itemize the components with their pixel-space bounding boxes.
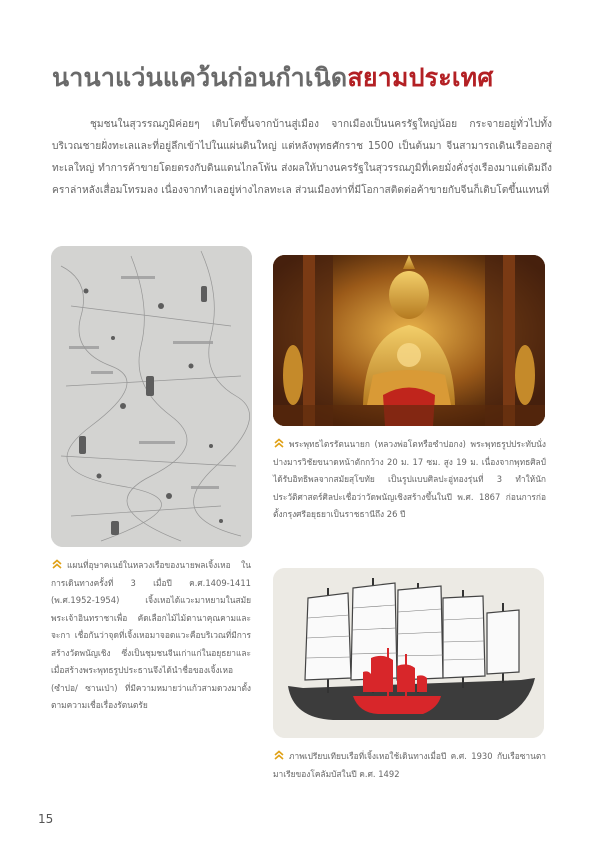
buddha-image: [273, 255, 545, 426]
caption-ship: [273, 748, 546, 783]
intro-text: ชุมชนในสุวรรณภูมิค่อยๆ เติบโตขึ้นจากบ้านสู่เมือง จากเมืองเป็นนครรัฐใหญ่น้อย กระจายอยู่ทั่วไปทั้งบริเวณชายฝั่งทะเลและที่อยู่ลึกเข้าไปในแผ่นดินใหญ่ แต่หลังพุทธศักราช 1500 เป็นต้นมา จีนสามารถเดินเรือออกสู่ทะเลใหญ่ ทำการค้าขายโดยตรงกับดินแดนไกลโพ้น ส่งผลให้บางนครรัฐในสุวรรณภูมิที่เคยมั่งคั่งรุ่งเรืองมาแต่เดิมถึงคราล่าหลังเสื่อมโทรมลง เนื่องจากทำเลอยู่ห่างไกลทะเล ส่วนเมืองท่าที่มีโอกาสติดต่อค้าขายกับจีนก็เติบโตขึ้นแทนที่: [52, 119, 552, 196]
title-main: นานาแว่นแคว้นก่อนกำเนิด: [52, 62, 348, 92]
intro-paragraph: [52, 114, 552, 202]
ship-image: [273, 568, 544, 738]
ship-photo: [273, 568, 544, 738]
double-chevron-up-icon: [51, 558, 63, 570]
map-image: [51, 246, 252, 547]
double-chevron-up-icon: [273, 749, 285, 761]
title-accent: สยามประเทศ: [347, 62, 494, 92]
caption-map-text: แผนที่อุษาคเนย์ในหลวงเรือของนายพลเจิ้งเหอ ในการเดินทางครั้งที่ 3 เมื่อปี ค.ศ.1409-1411 (พ.ศ.1952-1954) เจิ้งเหอได้แวะมาหยามในสมัยพระเจ้าอินทราชาเพื่อ คัดเลือกไม้ไม้ตานาคุณคามและจะกา เชื่อกันว่าจุดที่เจิ้งเหอมาจอดแวะคือบริเวณที่มีการสร้างวัดพนัญเชิง ซึ่งเป็นชุมชนจีนเก่าแก่ในอยุธยาและเมื่อสร้างพระพุทธรูปประธานจึงได้นำชื่อของเจิ้งเหอ (ซำปอ/ ซานเป่า) ที่มีความหมายว่าแก้วสามดวงมาตั้งตามความเชื่อเรื่องรัตนตรัย: [51, 560, 251, 710]
caption-buddha-text: พระพุทธไตรรัตนนายก (หลวงพ่อโตหรือซำปอกง) พระพุทธรูปประทับนั่งปางมารวิชัยขนาดหน้าตักกว้าง 20 ม. 17 ซม. สูง 19 ม. เนื่องจากพุทธศิลป์ได้รับอิทธิพลจากสมัยสุโขทัย เป็นรูปแบบศิลปะอู่ทองรุ่นที่ 3 ทำให้นักประวัติศาสตร์ศิลปะเชื่อว่าวัดพนัญเชิงสร้างขึ้นในปี พ.ศ. 1867 ก่อนการก่อตั้งกรุงศรีอยุธยาเป็นราชธานีถึง 26 ปี: [273, 439, 546, 519]
caption-buddha: [273, 436, 546, 524]
map-photo: [51, 246, 252, 547]
caption-map: [51, 557, 251, 715]
caption-ship-text: ภาพเปรียบเทียบเรือที่เจิ้งเหอใช้เดินทางเมื่อปี ค.ศ. 1930 กับเรือซานตามาเรียของโคลัมบัสในปี ค.ศ. 1492: [273, 751, 546, 779]
buddha-photo: [273, 255, 545, 426]
double-chevron-up-icon: [273, 437, 285, 449]
page-number: 15: [38, 812, 54, 826]
page-title: [52, 61, 572, 95]
